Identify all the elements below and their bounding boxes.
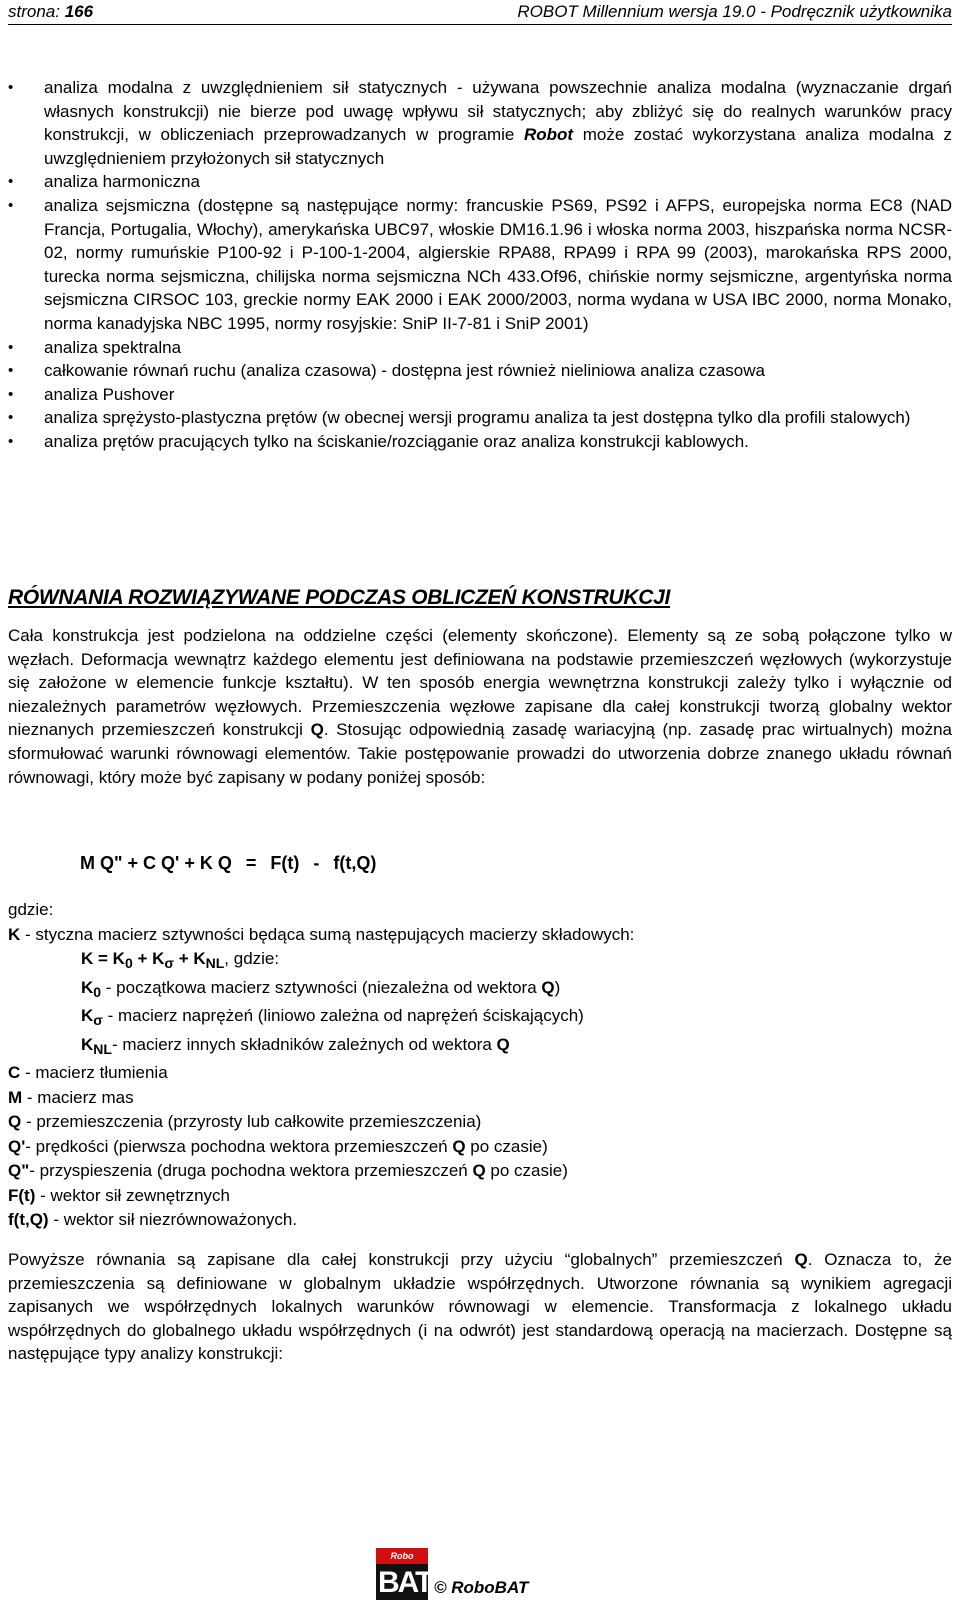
def-k: K - styczna macierz sztywności będąca sumą następujących macierzy składowych: [8, 924, 635, 944]
page-header [8, 0, 952, 25]
def-c: C - macierz tłumienia [8, 1063, 168, 1082]
logo-mark [376, 1548, 432, 1600]
document-title: ROBOT Millennium wersja 19.0 - Podręcznik użytkownika [517, 2, 952, 21]
list-item: • całkowanie równań ruchu (analiza czasowa) - dostępna jest również nieliniowa analiza czasowa [8, 359, 952, 383]
def-ksigma: $K_\sigma$ - macierz naprężeń (liniowo zależna od naprężeń ściskających) [81, 1006, 584, 1028]
defs-intro: gdzie: [8, 900, 54, 919]
def-q-prime: Q'- prędkości (pierwsza pochodna wektora przemieszczeń Q po czasie) [8, 1136, 548, 1156]
logo-bat-text: BAT [378, 1566, 432, 1599]
list-item: • analiza spektralna [8, 336, 952, 360]
def-q: Q - przemieszczenia (przyrosty lub całkowite przemieszczenia) [8, 1112, 482, 1131]
copyright-text: © RoboBAT [434, 1578, 529, 1597]
def-ftq: f(t,Q) - wektor sił niezrównoważonych. [8, 1210, 298, 1229]
intro-paragraph: Cała konstrukcja jest podzielona na oddzielne części (elementy skończone). Elementy są ze sobą połączone tylko w węzłach. Deformacja wewnątrz każdego elementu jest definiowana na podstawie przemieszczeń węzłowych (wykorzystuje się założone w elemencie funkcje kształtu). W ten sposób energia wewnętrzna konstrukcji zależy tylko i wyłącznie od niezależnych parametrów węzłowych. Przemieszczenia węzłowe zapisane dla całej konstrukcji tworzą globalny wektor nieznanych przemieszczeń konstrukcji Q. Stosując odpowiednią zasadę wariacyjną (np. zasadę prac wirtualnych) można sformułować warunki równowagi elementów. Takie postępowanie prowadzi do utworzenia dobrze znanego układu równań równowagi, który może być zapisany w podany poniżej sposób: [8, 626, 952, 787]
list-item: • analiza sejsmiczna (dostępne są następujące normy: francuskie PS69, PS92 i AFPS, europejska norma EC8 (NAD Francja, Portugalia, Włochy), amerykańska UBC97, włoskie DM16.1.96 i włoska norma 2003, hiszpańska norma NCSR-02, normy rumuńskie P100-92 i P-100-1-2004, algierskie RPA88, RPA99 i RPA 99 (2003), marokańska RPS 2000, turecka norma sejsmiczna, chilijska norma sejsmiczna NCh 433.Of96, chińskie normy sejsmiczne, argentyńska norma sejsmiczna CIRSOC 103, greckie normy EAK 2000 i EAK 2000/2003, norma wydana w USA IBC 2000, norma Monako, norma kanadyjska NBC 1995, normy rosyjskie: SniP II-7-81 i SniP 2001) [8, 194, 952, 336]
list-item: • analiza harmoniczna [8, 170, 952, 194]
def-m: M - macierz mas [8, 1087, 134, 1107]
page-number-label: strona: 166 [8, 2, 94, 21]
robobat-logo [376, 1544, 556, 1600]
list-item: • analiza prętów pracujących tylko na ściskanie/rozciąganie oraz analiza konstrukcji kablowych. [8, 430, 952, 454]
def-ft: F(t) - wektor sił zewnętrznych [8, 1185, 230, 1205]
closing-paragraph: Powyższe równania są zapisane dla całej konstrukcji przy użyciu “globalnych” przemieszczeń Q. Oznacza to, że przemieszczenia są definiowane w globalnym układzie współrzędnych. Utworzone równania są wynikiem agregacji zapisanych we współrzędnych lokalnych warunków równowagi w elemencie. Transformacja z lokalnego układu współrzędnych do globalnego układu współrzędnych (i na odwrót) jest standardową operacją na macierzach. Dostępne są następujące typy analizy konstrukcji: [8, 1250, 952, 1364]
equilibrium-equation: M Q" + C Q' + K Q = F(t) - f(t,Q) [80, 853, 377, 873]
section-heading: RÓWNANIA ROZWIĄZYWANE PODCZAS OBLICZEŃ KONSTRUKCJI [8, 586, 671, 609]
def-knl: $K_{NL}-$ macierz innych składników zależnych od wektora Q [81, 1034, 510, 1057]
logo-red-band: Robo [376, 1548, 428, 1564]
symbol-definitions [8, 898, 952, 1233]
list-item: • analiza Pushover [8, 383, 952, 407]
def-k-sum: $K = K_0 + K_\sigma + K_{NL}$, gdzie: [81, 949, 280, 971]
list-item: • analiza modalna z uwzględnieniem sił statycznych - używana powszechnie analiza modalna (wyznaczanie drgań własnych konstrukcji) nie bierze pod uwagę wpływu sił statycznych; aby zbliżyć się do realnych warunków pracy konstrukcji, w obliczeniach przeprowadzanych w programie Robot może zostać wykorzystana analiza modalna z uwzględnieniem przyłożonych sił statycznych [8, 76, 952, 170]
analysis-types-list [8, 76, 952, 454]
def-q-double-prime: Q"- przyspieszenia (druga pochodna wektora przemieszczeń Q po czasie) [8, 1161, 568, 1180]
list-item: • analiza sprężysto-plastyczna prętów (w obecnej wersji programu analiza ta jest dostępna tylko dla profili stalowych) [8, 406, 952, 430]
def-k0: $K_0$ - początkowa macierz sztywności (niezależna od wektora Q) [81, 977, 561, 1000]
